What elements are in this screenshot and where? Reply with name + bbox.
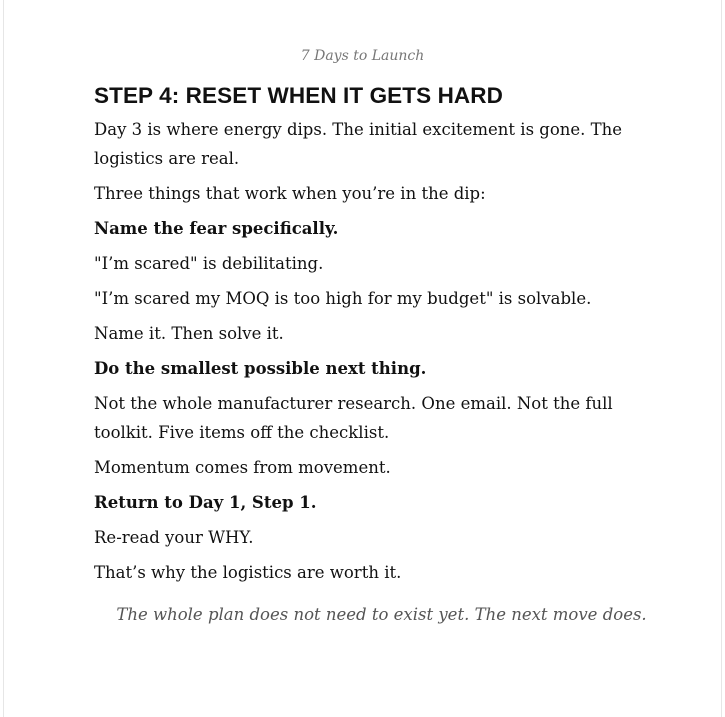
tip-3-line-2: That’s why the logistics are worth it. (94, 563, 402, 582)
intro-paragraph: Day 3 is where energy dips. The initial excitement is gone. The logistics are real. (94, 120, 623, 168)
document-page (3, 0, 722, 717)
tip-2-heading: Do the smallest possible next thing. (94, 359, 427, 378)
tip-1-line-2: "I’m scared my MOQ is too high for my budget" is solvable. (94, 289, 592, 308)
tip-3-line-1: Re-read your WHY. (94, 528, 254, 547)
tip-1-line-1: "I’m scared" is debilitating. (94, 254, 324, 273)
section-heading: STEP 4: RESET WHEN IT GETS HARD (94, 83, 503, 108)
section-content (94, 82, 669, 635)
dip-intro-paragraph: Three things that work when you’re in the dip: (94, 184, 486, 203)
running-header: 7 Days to Launch (300, 48, 425, 64)
closing-line: The whole plan does not need to exist yet. The next move does. (116, 605, 647, 624)
tip-1-heading: Name the fear specifically. (94, 219, 339, 238)
tip-2-line-1: Not the whole manufacturer research. One email. Not the full toolkit. Five items off the checklist. (94, 394, 613, 442)
tip-1-line-3: Name it. Then solve it. (94, 324, 284, 343)
tip-2-line-2: Momentum comes from movement. (94, 458, 391, 477)
tip-3-heading: Return to Day 1, Step 1. (94, 493, 317, 512)
